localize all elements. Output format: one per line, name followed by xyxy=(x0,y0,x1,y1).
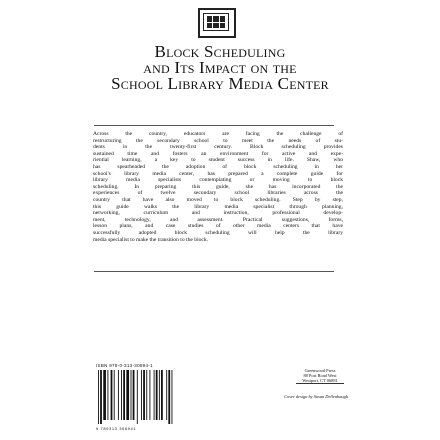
top-rule xyxy=(94,125,334,126)
barcode-bar xyxy=(141,370,142,420)
blurb-line: networking, curriculum and instruction, professional develop- xyxy=(93,210,343,217)
title-line-2: and Its Impact on the xyxy=(143,58,297,77)
blurb-line: riential learning, a key to student success in life. Shaw, who xyxy=(93,157,343,164)
barcode-bar xyxy=(137,370,138,424)
publisher-address-2: Westport, CT 06881 xyxy=(302,378,338,383)
barcode-bar xyxy=(146,370,147,420)
barcode-bar xyxy=(107,370,108,420)
bottom-rule xyxy=(94,271,334,272)
description-blurb xyxy=(93,131,343,243)
blurb-line: dents in the twenty-first century. Block scheduling provides xyxy=(93,144,343,151)
barcode-bar xyxy=(121,370,122,420)
barcode xyxy=(96,370,196,424)
blurb-line: this guide walks the library media specialist through planning, xyxy=(93,203,343,210)
publisher-info xyxy=(296,368,344,383)
barcode-bar xyxy=(166,370,167,420)
barcode-bar xyxy=(123,370,125,420)
blurb-line: library media specialists contemplating or moving to block xyxy=(93,177,343,184)
book-title xyxy=(40,44,400,92)
barcode-bar xyxy=(143,370,145,420)
cover-credit: Cover design by Susan Dellenbaugh xyxy=(284,394,348,399)
blurb-line: country that have also moved to block scheduling. Step by step, xyxy=(93,196,343,203)
title-line-3: School Library Media Center xyxy=(111,74,329,93)
barcode-bar xyxy=(103,370,106,420)
blurb-line: ment, technology, and assessment. Practical suggestions, forms, xyxy=(93,216,343,223)
blurb-line: scheduling. In preparing this guide, she has incorporated the xyxy=(93,183,343,190)
barcode-digits: 9 780313 306941 xyxy=(96,426,137,431)
barcode-bar xyxy=(98,370,99,424)
blurb-line: school's library media center, has prepared a complete guide for xyxy=(93,170,343,177)
barcode-bar xyxy=(100,370,102,424)
publisher-address-1: 88 Post Road West xyxy=(303,373,337,378)
barcode-bar xyxy=(131,370,132,420)
barcode-bar xyxy=(172,370,173,424)
blurb-line: sustained time and fosters an environment for active and expe- xyxy=(93,150,343,157)
barcode-bar xyxy=(133,370,135,420)
publisher-rule xyxy=(296,383,344,384)
blurb-line: restructuring the secondary school to meet the needs of stu- xyxy=(93,137,343,144)
blurb-line: Across the country, educators are facing the challenge of xyxy=(93,131,343,137)
blurb-line: media specialist to make the transition to the block. xyxy=(93,236,209,243)
blurb-line: lesson plans, and case studies of other media centers that have xyxy=(93,223,343,230)
barcode-bar xyxy=(161,370,163,420)
barcode-bar xyxy=(126,370,129,420)
barcode-bar xyxy=(154,370,155,420)
title-line-1: Block Scheduling xyxy=(154,42,286,61)
barcode-bar xyxy=(159,370,160,420)
blurb-line: has spearheaded the adoption of block scheduling in her xyxy=(93,163,343,170)
isbn-text: ISBN 978-0-313-30694-1 xyxy=(96,363,153,368)
barcode-bar xyxy=(156,370,158,420)
publisher-logo xyxy=(198,8,236,38)
barcode-bar xyxy=(168,370,170,424)
blurb-line: experiences of twelve secondary school libraries across the xyxy=(93,190,343,197)
barcode-bar xyxy=(114,370,115,420)
barcode-bar xyxy=(111,370,113,420)
blurb-line: successfully adopted block scheduling will help the library xyxy=(93,229,343,236)
barcode-bar xyxy=(118,370,119,420)
barcode-bar xyxy=(149,370,150,420)
publisher-name: Greenwood Press xyxy=(304,368,336,373)
